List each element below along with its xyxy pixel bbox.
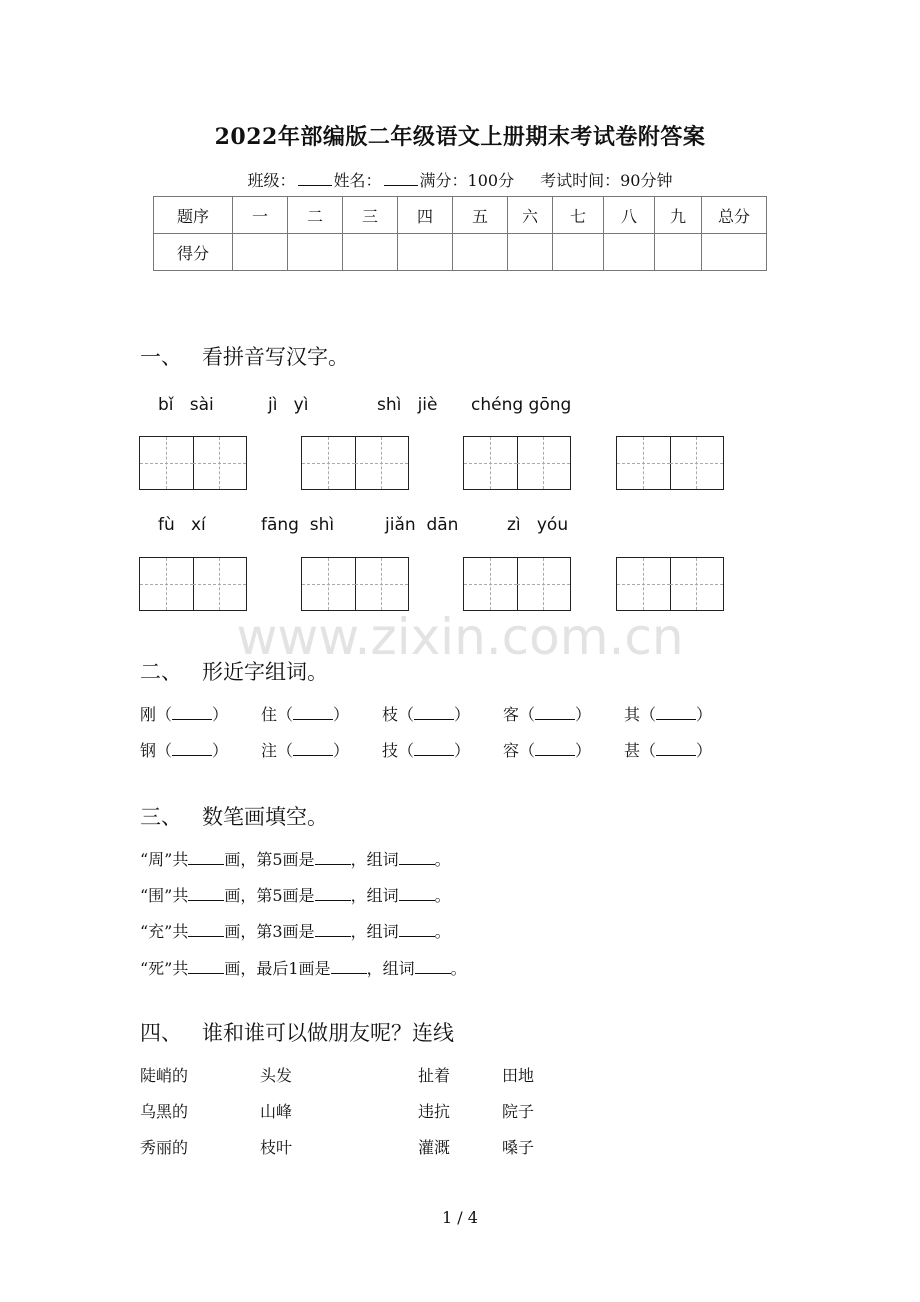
score-cell[interactable] — [288, 234, 343, 271]
writing-grid[interactable] — [139, 436, 247, 490]
section-4-number: 四、 — [140, 1021, 182, 1045]
stroke-question: “围”共 画，第5画是 ，组词 。 — [140, 886, 451, 905]
row-label: 得分 — [154, 234, 233, 271]
stroke-question: “充”共 画，第3画是 ，组词 。 — [140, 922, 451, 941]
score-table-header-row — [154, 197, 767, 234]
pinyin-label: jì yì — [268, 395, 309, 415]
similar-char-item[interactable]: 客（ ） — [503, 705, 592, 724]
similar-char-item[interactable]: 注（ ） — [261, 741, 350, 760]
match-word[interactable]: 违抗 — [418, 1102, 451, 1121]
name-blank — [384, 171, 418, 186]
section-1-number: 一、 — [140, 345, 182, 369]
pinyin-label: fāng shì — [261, 515, 335, 535]
writing-grid[interactable] — [139, 557, 247, 611]
similar-char-item[interactable]: 其（ ） — [624, 705, 713, 724]
answer-blank[interactable] — [188, 852, 224, 865]
similar-char: 枝 — [382, 705, 399, 724]
section-3-number: 三、 — [140, 805, 182, 829]
section-2-number: 二、 — [140, 660, 182, 684]
similar-char: 刚 — [140, 705, 157, 724]
similar-char-row — [140, 702, 712, 725]
header-cell: 八 — [604, 197, 655, 234]
match-word[interactable]: 嗓子 — [502, 1138, 535, 1157]
section-3-heading — [140, 801, 328, 831]
similar-char-item[interactable]: 甚（ ） — [624, 741, 713, 760]
similar-char: 甚 — [624, 741, 641, 760]
stroke-mid: 画，第3画是 — [224, 922, 315, 941]
stroke-mid: 画，最后1画是 — [224, 959, 331, 978]
score-cell[interactable] — [604, 234, 655, 271]
pinyin-label: shì jiè — [377, 395, 438, 415]
match-word[interactable]: 枝叶 — [260, 1138, 293, 1157]
writing-grid[interactable] — [616, 436, 724, 490]
match-word[interactable]: 扯着 — [418, 1066, 451, 1085]
answer-blank[interactable] — [315, 888, 351, 901]
score-cell[interactable] — [553, 234, 604, 271]
answer-blank[interactable] — [315, 924, 351, 937]
page-number: 1 / 4 — [442, 1208, 478, 1227]
stroke-char: “周”共 — [140, 850, 189, 869]
answer-blank[interactable] — [399, 888, 435, 901]
pinyin-label: zì yóu — [507, 515, 569, 535]
writing-grid[interactable] — [616, 557, 724, 611]
match-word[interactable]: 院子 — [502, 1102, 535, 1121]
name-label: 姓名： — [333, 171, 382, 190]
header-cell: 三 — [343, 197, 398, 234]
class-blank — [298, 171, 332, 186]
similar-char-item[interactable]: 容（ ） — [503, 741, 592, 760]
writing-grid[interactable] — [301, 557, 409, 611]
section-4-heading — [140, 1017, 454, 1047]
stroke-question: “周”共 画，第5画是 ，组词 。 — [140, 850, 451, 869]
match-word[interactable]: 山峰 — [260, 1102, 293, 1121]
match-word[interactable]: 乌黑的 — [140, 1102, 189, 1121]
exam-time: 考试时间：90分钟 — [540, 171, 673, 190]
answer-blank[interactable] — [331, 961, 367, 974]
stroke-end: ，组词 — [350, 886, 399, 905]
similar-char-item[interactable]: 刚（ ） — [140, 705, 229, 724]
writing-grid[interactable] — [463, 557, 571, 611]
section-2-heading — [140, 656, 328, 686]
header-cell: 六 — [508, 197, 553, 234]
header-cell: 题序 — [154, 197, 233, 234]
similar-char: 钢 — [140, 741, 157, 760]
stroke-question: “死”共 画，最后1画是 ，组词 。 — [140, 959, 467, 978]
writing-grid[interactable] — [463, 436, 571, 490]
section-1-title: 看拼音写汉字。 — [202, 345, 349, 369]
answer-blank[interactable] — [188, 924, 224, 937]
stroke-char: “死”共 — [140, 959, 189, 978]
answer-blank[interactable] — [399, 852, 435, 865]
match-word[interactable]: 灌溉 — [418, 1138, 451, 1157]
section-4-title: 谁和谁可以做朋友呢？连线 — [202, 1021, 454, 1045]
section-1-heading — [140, 341, 349, 371]
match-word[interactable]: 田地 — [502, 1066, 535, 1085]
writing-grid[interactable] — [301, 436, 409, 490]
similar-char: 客 — [503, 705, 520, 724]
header-cell: 五 — [453, 197, 508, 234]
header-cell: 四 — [398, 197, 453, 234]
similar-char-item[interactable]: 技（ ） — [382, 741, 471, 760]
header-cell: 九 — [655, 197, 702, 234]
similar-char-item[interactable]: 住（ ） — [261, 705, 350, 724]
answer-blank[interactable] — [399, 924, 435, 937]
answer-blank[interactable] — [415, 961, 451, 974]
answer-blank[interactable] — [315, 852, 351, 865]
match-word[interactable]: 陡峭的 — [140, 1066, 189, 1085]
answer-blank[interactable] — [188, 961, 224, 974]
student-info-line — [0, 168, 920, 191]
answer-blank[interactable] — [188, 888, 224, 901]
pinyin-label: bǐ sài — [158, 395, 214, 415]
pinyin-label: fù xí — [158, 515, 206, 535]
header-cell: 二 — [288, 197, 343, 234]
score-table — [153, 196, 767, 271]
similar-char: 住 — [261, 705, 278, 724]
stroke-mid: 画，第5画是 — [224, 850, 315, 869]
section-3-title: 数笔画填空。 — [202, 805, 328, 829]
similar-char-row — [140, 738, 712, 761]
stroke-mid: 画，第5画是 — [224, 886, 315, 905]
similar-char: 容 — [503, 741, 520, 760]
score-cell[interactable] — [655, 234, 702, 271]
similar-char: 其 — [624, 705, 641, 724]
similar-char-item[interactable]: 钢（ ） — [140, 741, 229, 760]
similar-char: 注 — [261, 741, 278, 760]
header-cell: 总分 — [702, 197, 767, 234]
class-label: 班级： — [247, 171, 296, 190]
stroke-char: “充”共 — [140, 922, 189, 941]
pinyin-label: chéng gōng — [471, 395, 572, 415]
score-cell[interactable] — [343, 234, 398, 271]
similar-char: 技 — [382, 741, 399, 760]
score-cell[interactable] — [508, 234, 553, 271]
section-2-title: 形近字组词。 — [202, 660, 328, 684]
score-cell[interactable] — [453, 234, 508, 271]
similar-char-item[interactable]: 枝（ ） — [382, 705, 471, 724]
score-table-score-row — [154, 234, 767, 271]
pinyin-label: jiǎn dān — [385, 515, 459, 535]
score-cell[interactable] — [398, 234, 453, 271]
match-word[interactable]: 秀丽的 — [140, 1138, 189, 1157]
full-score: 满分：100分 — [419, 171, 515, 190]
document-title: 2022年部编版二年级语文上册期末考试卷附答案 — [214, 124, 706, 150]
stroke-char: “围”共 — [140, 886, 189, 905]
score-cell[interactable] — [233, 234, 288, 271]
header-cell: 七 — [553, 197, 604, 234]
match-word[interactable]: 头发 — [260, 1066, 293, 1085]
stroke-end: ，组词 — [350, 922, 399, 941]
score-cell[interactable] — [702, 234, 767, 271]
stroke-end: ，组词 — [366, 959, 415, 978]
watermark: www.zixin.com.cn — [236, 608, 684, 666]
stroke-end: ，组词 — [350, 850, 399, 869]
header-cell: 一 — [233, 197, 288, 234]
